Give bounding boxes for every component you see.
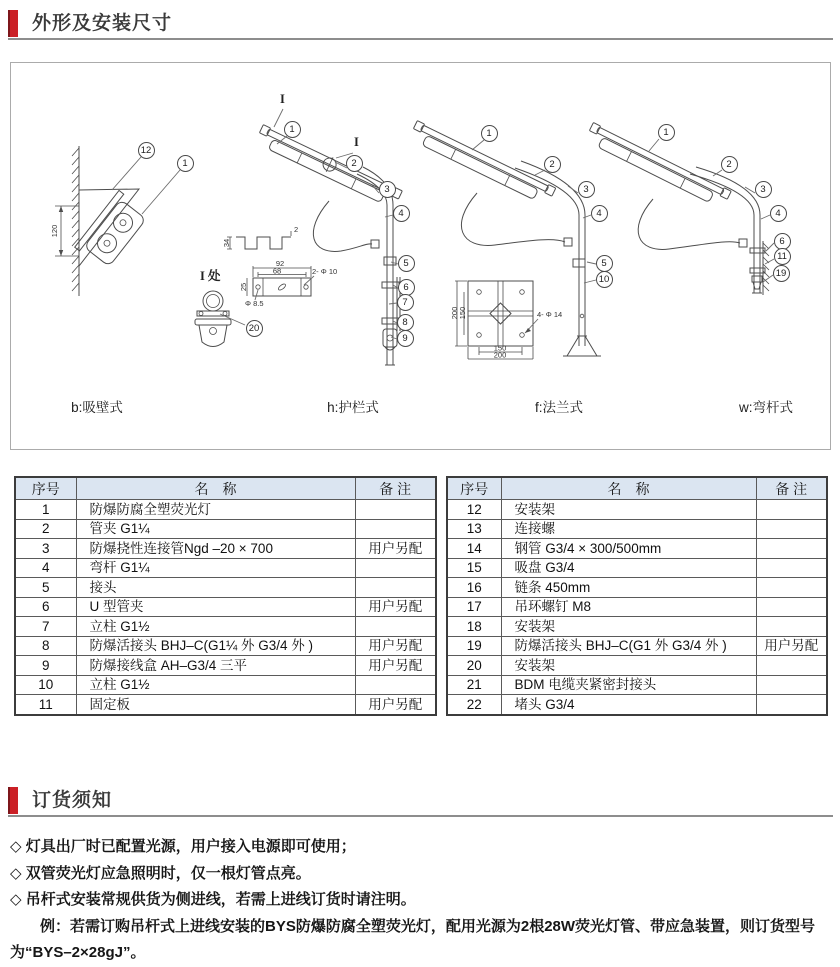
table-row: 19 防爆活接头 BHJ–C(G1 外 G3/4 外 ) 用户另配 — [447, 636, 827, 656]
caption-guardrail: h:护栏式 — [327, 400, 379, 415]
table-row: 6 U 型管夹 用户另配 — [15, 597, 436, 617]
ordering-note: ◇ 灯具出厂时已配置光源，用户接入电源即可使用； — [10, 838, 356, 855]
callout-1: 1 — [177, 155, 194, 172]
detail-section-label: I 处 — [200, 269, 221, 283]
callout-w6: 6 — [774, 233, 791, 250]
col-header-no: 序号 — [447, 477, 501, 500]
callout-h1: 1 — [284, 121, 301, 138]
hat-profile-drawing — [222, 225, 298, 249]
callout-f1: 1 — [481, 125, 498, 142]
bent-pole-drawing — [584, 123, 774, 295]
dim-34: 34 — [222, 238, 231, 248]
section-divider — [8, 815, 833, 817]
dim-200-v: 200 — [450, 306, 459, 320]
callout-h5: 5 — [398, 255, 415, 272]
table-row: 16 链条 450mm — [447, 578, 827, 598]
col-header-name: 名 称 — [501, 477, 756, 500]
callout-f5: 5 — [596, 255, 613, 272]
mounting-plate-drawing — [239, 259, 337, 308]
ordering-notes — [10, 834, 834, 967]
table-row: 18 安装架 — [447, 617, 827, 637]
wall-mount-drawing — [50, 146, 180, 296]
caption-bent-pole: w:弯杆式 — [739, 400, 793, 415]
table-row: 2 管夹 G1¼ — [15, 519, 436, 539]
parts-table-left — [14, 476, 437, 716]
callout-20: 20 — [246, 320, 263, 337]
callout-h8: 8 — [397, 314, 414, 331]
callout-h2: 2 — [346, 155, 363, 172]
callout-12: 12 — [138, 142, 155, 159]
dim-150-h: 150 — [493, 343, 507, 353]
callout-h9: 9 — [397, 330, 414, 347]
callout-h6: 6 — [398, 279, 415, 296]
section-accent-bar — [8, 787, 18, 814]
table-row: 8 防爆活接头 BHJ–C(G1¼ 外 G3/4 外 ) 用户另配 — [15, 636, 436, 656]
callout-f10: 10 — [596, 271, 613, 288]
caption-wall-mount: b:吸壁式 — [71, 400, 123, 415]
table-row: 4 弯杆 G1¼ — [15, 558, 436, 578]
callout-h7: 7 — [397, 294, 414, 311]
table-row: 10 立柱 G1½ — [15, 675, 436, 695]
parts-table-right — [446, 476, 828, 716]
dim-120: 120 — [50, 224, 59, 238]
dim-4-phi14: 4- Φ 14 — [537, 310, 563, 319]
callout-h4: 4 — [393, 205, 410, 222]
table-row: 5 接头 — [15, 578, 436, 598]
ordering-title: 订货须知 — [32, 790, 113, 811]
callout-f3: 3 — [578, 181, 595, 198]
ordering-note: ◇ 双管荧光灯应急照明时，仅一根灯管点亮。 — [10, 864, 311, 882]
callout-f2: 2 — [544, 156, 561, 173]
table-row: 21 BDM 电缆夹紧密封接头 — [447, 675, 827, 695]
callout-w4: 4 — [770, 205, 787, 222]
section-marker-I: I — [354, 135, 359, 149]
flange-drawing — [409, 121, 601, 360]
table-row: 14 钢管 G3/4 × 300/500mm — [447, 539, 827, 559]
technical-diagram — [11, 63, 830, 449]
table-row: 13 连接螺 — [447, 519, 827, 539]
callout-w11: 11 — [774, 248, 791, 265]
dim-150-v: 150 — [458, 306, 467, 320]
table-row: 11 固定板 用户另配 — [15, 695, 436, 715]
callout-h3: 3 — [379, 181, 396, 198]
page-title: 外形及安装尺寸 — [32, 13, 173, 34]
table-row: 7 立柱 G1½ — [15, 617, 436, 637]
section-marker-I: I — [280, 92, 285, 106]
callout-w3: 3 — [755, 181, 772, 198]
table-row: 12 安装架 — [447, 500, 827, 520]
section-divider — [8, 38, 833, 40]
ordering-example: 例：若需订购吊杆式上进线安装的BYS防爆防腐全塑荧光灯，配用光源为2根28W荧光灯管、带应急装置，则订货型号为“BYS–2×28gJ”。 — [10, 917, 816, 961]
caption-flange: f:法兰式 — [534, 400, 584, 415]
table-row: 22 堵头 G3/4 — [447, 695, 827, 715]
table-row: 17 吊环螺钉 M8 — [447, 597, 827, 617]
section-accent-bar — [8, 10, 18, 37]
dim-phi8-5: Φ 8.5 — [245, 299, 264, 308]
clamp-detail-drawing — [195, 291, 245, 347]
dim-200-h: 200 — [493, 350, 507, 360]
table-header-row — [447, 477, 827, 500]
table-header-row — [15, 477, 436, 500]
table-row: 3 防爆挠性连接管Ngd –20 × 700 用户另配 — [15, 539, 436, 559]
table-row: 20 安装架 — [447, 656, 827, 676]
callout-f4: 4 — [591, 205, 608, 222]
dim-92: 92 — [275, 259, 285, 268]
col-header-note: 备 注 — [355, 477, 436, 500]
table-row: 15 吸盘 G3/4 — [447, 558, 827, 578]
col-header-no: 序号 — [15, 477, 76, 500]
table-row: 9 防爆接线盒 AH–G3/4 三平 用户另配 — [15, 656, 436, 676]
ordering-note: ◇ 吊杆式安装常规供货为侧进线，若需上进线订货时请注明。 — [10, 891, 416, 908]
dim-68: 68 — [272, 266, 282, 276]
installation-diagram-box — [10, 62, 831, 450]
dim-2: 2 — [294, 225, 299, 234]
callout-w1: 1 — [658, 124, 675, 141]
col-header-note: 备 注 — [756, 477, 827, 500]
callout-w19: 19 — [773, 265, 790, 282]
dim-2-phi10: 2- Φ 10 — [312, 267, 338, 276]
callout-w2: 2 — [721, 156, 738, 173]
col-header-name: 名 称 — [76, 477, 355, 500]
guardrail-drawing — [255, 109, 403, 365]
table-row: 1 防爆防腐全塑荧光灯 — [15, 500, 436, 520]
dim-25: 25 — [239, 282, 248, 292]
